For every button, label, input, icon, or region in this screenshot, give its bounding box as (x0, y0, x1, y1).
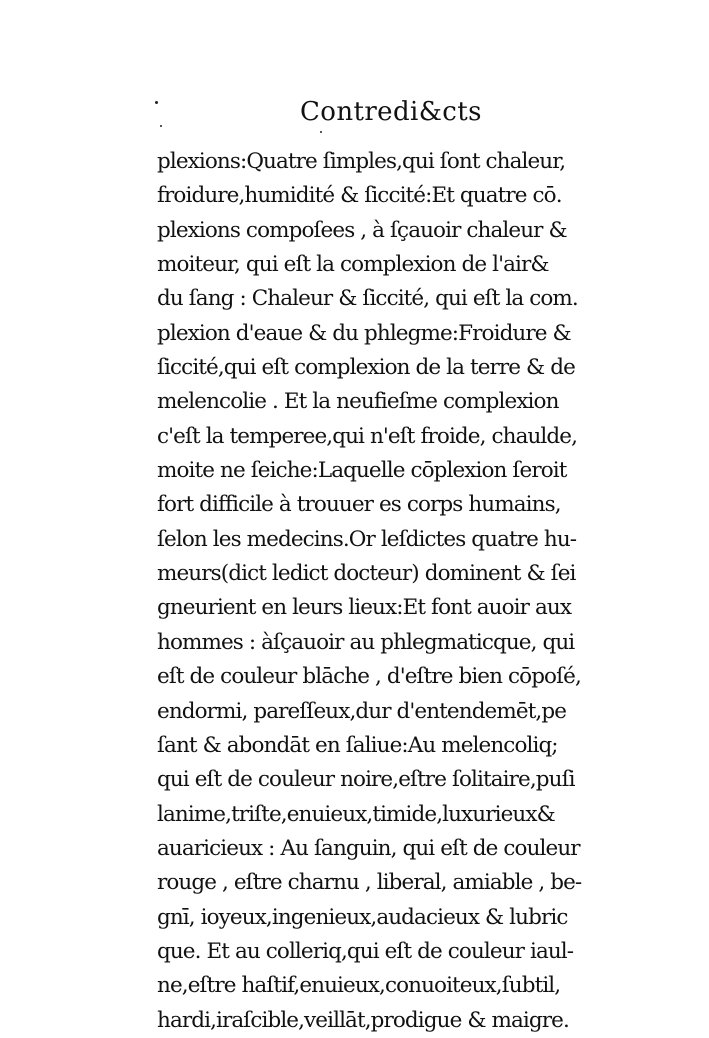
running-head: Contredi&cts (300, 97, 482, 127)
text-line: melencolie . Et la neufieſme complexion (157, 389, 559, 415)
text-line: hardi,iraſcible,veillāt,prodigue & maigre. (157, 1007, 569, 1033)
text-line: ſelon les medecins.Or leſdictes quatre hu- (157, 526, 577, 552)
text-line: gnī, ioyeux,ingenieux,audacieux & lubric (157, 904, 568, 930)
text-line: gneurient en leurs lieux:Et font auoir aux (157, 595, 572, 621)
text-line: plexion d'eaue & du phlegme:Froidure & (157, 320, 571, 346)
text-line: rouge , eſtre charnu , liberal, amiable , be- (157, 870, 582, 896)
text-line: eſt de couleur blāche , d'eſtre bien cōpoſé, (157, 664, 581, 690)
text-line: ſiccité,qui eſt complexion de la terre & de (157, 355, 575, 381)
text-line: fort difficile à trouuer es corps humains, (157, 492, 561, 518)
text-line: froidure,humidité & ſiccité:Et quatre cō. (157, 183, 562, 209)
text-line: meurs(dict ledict docteur) dominent & ſei (157, 561, 576, 587)
text-line: que. Et au colleriq,qui eſt de couleur iaul- (157, 938, 574, 964)
text-line: moite ne ſeiche:Laquelle cōplexion ſeroit (157, 458, 567, 484)
ink-speck (160, 125, 162, 127)
text-line: lanime,triſte,enuieux,timide,luxurieux& (157, 801, 555, 827)
text-line: du ſang : Chaleur & ſiccité, qui eſt la com. (157, 286, 578, 312)
text-line: ſant & abondāt en ſaliue:Au melencoliq; (157, 732, 558, 758)
text-line: endormi, pareſſeux,dur d'entendemēt,pe (157, 698, 567, 724)
text-line: plexions compoſees , à ſçauoir chaleur & (157, 217, 567, 243)
text-line: ne,eſtre haſtif,enuieux,conuoiteux,ſubtil, (157, 973, 561, 999)
ink-speck (155, 101, 158, 104)
ink-speck (320, 131, 322, 133)
text-line: auaricieux : Au ſanguin, qui eſt de couleur (157, 835, 580, 861)
text-block (157, 145, 709, 1038)
text-line: qui eſt de couleur noire,eſtre ſolitaire,puſi (157, 767, 575, 793)
text-line: plexions:Quatre ſimples,qui ſont chaleur, (157, 149, 566, 174)
text-line: hommes : àſçauoir au phlegmaticque, qui (157, 629, 575, 655)
text-line: moiteur, qui eſt la complexion de l'air& (157, 252, 549, 278)
text-line: c'eſt la temperee,qui n'eſt froide, chaulde, (157, 423, 578, 449)
